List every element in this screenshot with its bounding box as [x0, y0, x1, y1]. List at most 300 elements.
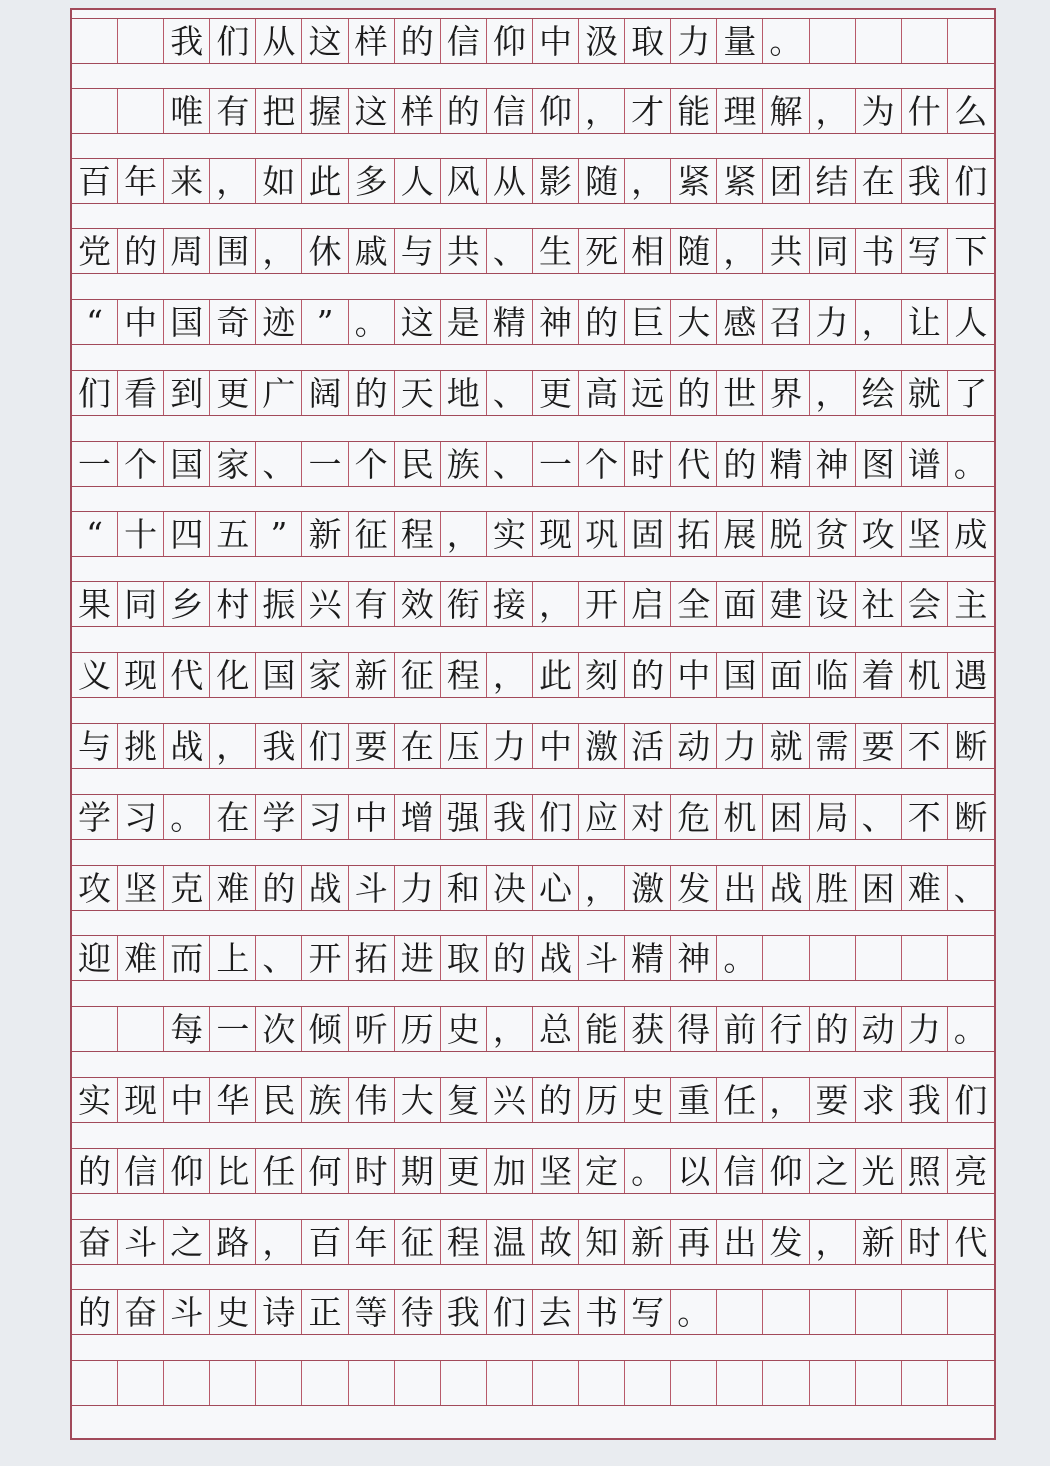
grid-cell: 光 — [856, 1149, 902, 1193]
grid-cell: 这 — [302, 19, 348, 63]
grid-cell: 历 — [395, 1007, 441, 1051]
grid-cell: 待 — [395, 1290, 441, 1334]
grid-cell: 坚 — [118, 866, 164, 910]
grid-cell: 克 — [164, 866, 210, 910]
grid-cell: 周 — [164, 229, 210, 273]
grid-cell: 巩 — [579, 512, 625, 556]
grid-cell: 战 — [302, 866, 348, 910]
grid-cell — [118, 89, 164, 133]
grid-cell: 振 — [256, 582, 302, 626]
grid-cell: 出 — [717, 1220, 763, 1264]
grid-cell: 听 — [349, 1007, 395, 1051]
grid-cell: 紧 — [717, 159, 763, 203]
grid-cell: 人 — [395, 159, 441, 203]
text-row — [72, 1006, 994, 1052]
grid-cell: 么 — [954, 91, 988, 131]
grid-cell: 对 — [625, 795, 671, 839]
grid-cell — [256, 1361, 302, 1405]
text-row — [72, 1148, 994, 1194]
text-row — [72, 228, 994, 274]
grid-cell: 信 — [118, 1149, 164, 1193]
grid-cell: 把 — [256, 89, 302, 133]
grid-cell: ， — [717, 229, 763, 273]
grid-cell: 个 — [118, 442, 164, 486]
grid-cell: 定 — [579, 1149, 625, 1193]
grid-cell: 接 — [487, 582, 533, 626]
grid-cell: 们 — [302, 724, 348, 768]
grid-cell: 出 — [717, 866, 763, 910]
grid-cell: 。 — [349, 300, 395, 344]
grid-cell: 实 — [72, 1078, 118, 1122]
grid-cell: 危 — [671, 795, 717, 839]
grid-cell — [902, 1361, 948, 1405]
grid-cell: 启 — [625, 582, 671, 626]
grid-cell: 动 — [856, 1007, 902, 1051]
grid-cell: 们 — [533, 795, 579, 839]
grid-cell: ， — [625, 159, 671, 203]
grid-cell: 兴 — [487, 1078, 533, 1122]
grid-cell: 更 — [533, 371, 579, 415]
grid-cell: 精 — [625, 936, 671, 980]
grid-cell: 征 — [395, 653, 441, 697]
text-row — [72, 88, 994, 134]
grid-cell — [717, 1361, 763, 1405]
grid-cell: 中 — [533, 19, 579, 63]
grid-cell — [118, 1007, 164, 1051]
grid-cell: 的 — [810, 1007, 856, 1051]
grid-cell: ， — [210, 724, 256, 768]
grid-cell — [763, 1290, 809, 1334]
grid-cell — [763, 1361, 809, 1405]
grid-cell: 的 — [349, 371, 395, 415]
grid-cell: 史 — [441, 1007, 487, 1051]
text-row — [72, 865, 994, 911]
grid-cell: 脱 — [763, 512, 809, 556]
grid-cell: 中 — [671, 653, 717, 697]
text-row — [72, 18, 994, 64]
grid-cell: 成 — [954, 514, 988, 554]
grid-cell: 大 — [395, 1078, 441, 1122]
grid-cell — [72, 19, 118, 63]
grid-cell — [763, 936, 809, 980]
grid-cell: 力 — [717, 724, 763, 768]
grid-cell: 的 — [579, 300, 625, 344]
grid-cell: 召 — [763, 300, 809, 344]
grid-cell: 期 — [395, 1149, 441, 1193]
grid-cell: 激 — [579, 724, 625, 768]
grid-cell: 此 — [533, 653, 579, 697]
grid-cell: 要 — [810, 1078, 856, 1122]
grid-cell: 得 — [671, 1007, 717, 1051]
grid-cell: 精 — [487, 300, 533, 344]
grid-cell: 不 — [902, 724, 948, 768]
grid-cell: 程 — [441, 653, 487, 697]
grid-cell: 挑 — [118, 724, 164, 768]
text-row — [72, 299, 994, 345]
grid-cell: 增 — [395, 795, 441, 839]
grid-cell: 、 — [256, 936, 302, 980]
grid-cell: 同 — [810, 229, 856, 273]
grid-cell: 坚 — [902, 512, 948, 556]
grid-cell: 的 — [395, 19, 441, 63]
grid-cell — [856, 936, 902, 980]
grid-cell: 需 — [810, 724, 856, 768]
grid-cell: 多 — [349, 159, 395, 203]
grid-cell: 时 — [349, 1149, 395, 1193]
grid-cell: 乡 — [164, 582, 210, 626]
grid-cell: 什 — [902, 89, 948, 133]
grid-cell: 谱 — [902, 442, 948, 486]
grid-cell: 我 — [487, 795, 533, 839]
grid-cell: 果 — [72, 582, 118, 626]
grid-cell: 力 — [902, 1007, 948, 1051]
grid-cell: 取 — [441, 936, 487, 980]
grid-cell: 团 — [763, 159, 809, 203]
grid-cell: 高 — [579, 371, 625, 415]
grid-cell: 、 — [487, 442, 533, 486]
text-row — [72, 1360, 994, 1406]
grid-cell: 书 — [579, 1290, 625, 1334]
grid-cell: 力 — [810, 300, 856, 344]
grid-cell: 展 — [717, 512, 763, 556]
grid-cell: 战 — [164, 724, 210, 768]
grid-cell: 次 — [256, 1007, 302, 1051]
text-row — [72, 1289, 994, 1335]
grid-cell: 地 — [441, 371, 487, 415]
grid-cell: 在 — [210, 795, 256, 839]
grid-cell: ” — [256, 512, 302, 556]
grid-cell — [717, 1290, 763, 1334]
grid-cell: 百 — [302, 1220, 348, 1264]
grid-cell — [810, 936, 856, 980]
grid-cell: 活 — [625, 724, 671, 768]
grid-cell: 写 — [902, 229, 948, 273]
grid-cell: 中 — [533, 724, 579, 768]
grid-cell — [625, 1361, 671, 1405]
grid-cell: 。 — [953, 1009, 987, 1049]
grid-cell: 同 — [118, 582, 164, 626]
grid-cell: 习 — [118, 795, 164, 839]
grid-cell: 再 — [671, 1220, 717, 1264]
grid-cell: 贫 — [810, 512, 856, 556]
grid-cell: 重 — [671, 1078, 717, 1122]
grid-cell: 征 — [395, 1220, 441, 1264]
grid-cell: ， — [810, 371, 856, 415]
text-row — [72, 935, 994, 981]
grid-cell: 斗 — [164, 1290, 210, 1334]
grid-cell: 精 — [763, 442, 809, 486]
grid-cell: 一 — [72, 442, 118, 486]
grid-cell: 奇 — [210, 300, 256, 344]
grid-cell: 胜 — [810, 866, 856, 910]
grid-cell: 随 — [671, 229, 717, 273]
grid-cell: 斗 — [349, 866, 395, 910]
grid-cell: 的 — [671, 371, 717, 415]
grid-cell: 仰 — [533, 89, 579, 133]
grid-cell: 一 — [210, 1007, 256, 1051]
grid-cell: 个 — [579, 442, 625, 486]
grid-cell: 此 — [302, 159, 348, 203]
grid-cell: 的 — [441, 89, 487, 133]
grid-cell — [210, 1361, 256, 1405]
grid-cell: 在 — [856, 159, 902, 203]
grid-cell: 动 — [671, 724, 717, 768]
grid-cell: 照 — [902, 1149, 948, 1193]
grid-cell: 汲 — [579, 19, 625, 63]
grid-cell: 现 — [533, 512, 579, 556]
grid-cell: 有 — [349, 582, 395, 626]
grid-cell: 十 — [118, 512, 164, 556]
grid-cell: 心 — [533, 866, 579, 910]
grid-cell: 样 — [395, 89, 441, 133]
grid-cell — [118, 19, 164, 63]
grid-cell: 国 — [256, 653, 302, 697]
grid-cell: 求 — [856, 1078, 902, 1122]
grid-cell: 我 — [164, 19, 210, 63]
grid-cell: 天 — [395, 371, 441, 415]
grid-cell: 村 — [210, 582, 256, 626]
grid-cell: 共 — [763, 229, 809, 273]
grid-cell: 唯 — [164, 89, 210, 133]
grid-cell — [948, 1361, 994, 1405]
grid-cell: 、 — [487, 371, 533, 415]
grid-cell: ” — [302, 300, 348, 344]
grid-cell: ， — [256, 1220, 302, 1264]
grid-cell: 到 — [164, 371, 210, 415]
grid-cell: 的 — [625, 653, 671, 697]
grid-cell: 民 — [395, 442, 441, 486]
grid-cell: 共 — [441, 229, 487, 273]
grid-cell: 发 — [763, 1220, 809, 1264]
grid-cell: 拓 — [671, 512, 717, 556]
grid-cell: 开 — [302, 936, 348, 980]
grid-cell: ， — [487, 653, 533, 697]
grid-cell: 任 — [717, 1078, 763, 1122]
grid-cell: 激 — [625, 866, 671, 910]
grid-cell: 五 — [210, 512, 256, 556]
grid-cell: 一 — [533, 442, 579, 486]
grid-cell: ， — [579, 89, 625, 133]
grid-cell: 死 — [579, 229, 625, 273]
grid-cell: 决 — [487, 866, 533, 910]
grid-cell: 我 — [902, 159, 948, 203]
grid-cell: 要 — [349, 724, 395, 768]
grid-cell: 刻 — [579, 653, 625, 697]
grid-cell — [349, 1361, 395, 1405]
grid-cell: 攻 — [72, 866, 118, 910]
grid-cell: 正 — [302, 1290, 348, 1334]
grid-cell: 面 — [763, 653, 809, 697]
grid-cell: 与 — [395, 229, 441, 273]
grid-cell: 从 — [256, 19, 302, 63]
grid-cell: 化 — [210, 653, 256, 697]
grid-cell: 何 — [302, 1149, 348, 1193]
grid-cell — [72, 1007, 118, 1051]
grid-cell: 我 — [256, 724, 302, 768]
grid-cell: 们 — [210, 19, 256, 63]
text-row — [72, 158, 994, 204]
grid-cell: 感 — [717, 300, 763, 344]
grid-cell — [810, 1361, 856, 1405]
grid-cell: 复 — [441, 1078, 487, 1122]
grid-cell: 神 — [671, 936, 717, 980]
grid-cell: 以 — [671, 1149, 717, 1193]
grid-cell: ， — [810, 1220, 856, 1264]
grid-cell: 斗 — [118, 1220, 164, 1264]
grid-cell — [948, 1290, 994, 1334]
grid-cell: 倾 — [302, 1007, 348, 1051]
text-row — [72, 370, 994, 416]
grid-cell: 知 — [579, 1220, 625, 1264]
grid-cell: 年 — [349, 1220, 395, 1264]
grid-cell: 奋 — [72, 1220, 118, 1264]
grid-cell — [487, 1361, 533, 1405]
grid-cell: 戚 — [349, 229, 395, 273]
grid-cell: 战 — [533, 936, 579, 980]
grid-cell: 困 — [763, 795, 809, 839]
grid-cell: 样 — [349, 19, 395, 63]
grid-cell: 取 — [625, 19, 671, 63]
grid-cell — [72, 1361, 118, 1405]
grid-cell: 神 — [810, 442, 856, 486]
grid-cell: 温 — [487, 1220, 533, 1264]
grid-cell: 之 — [164, 1220, 210, 1264]
grid-cell — [441, 1361, 487, 1405]
grid-cell: 设 — [810, 582, 856, 626]
grid-cell: 这 — [349, 89, 395, 133]
grid-cell: 图 — [856, 442, 902, 486]
grid-cell: 。 — [953, 444, 987, 484]
grid-cell: 路 — [210, 1220, 256, 1264]
grid-cell — [118, 1361, 164, 1405]
grid-cell: 的 — [256, 866, 302, 910]
grid-cell: 、 — [487, 229, 533, 273]
grid-cell: 现 — [118, 1078, 164, 1122]
grid-cell: 、 — [256, 442, 302, 486]
grid-cell: 迎 — [72, 936, 118, 980]
grid-cell: 广 — [256, 371, 302, 415]
grid-cell: 代 — [671, 442, 717, 486]
grid-cell: 新 — [625, 1220, 671, 1264]
grid-cell: 仰 — [763, 1149, 809, 1193]
grid-cell: 世 — [717, 371, 763, 415]
grid-cell: 的 — [717, 442, 763, 486]
grid-cell: 会 — [902, 582, 948, 626]
grid-cell: 我 — [902, 1078, 948, 1122]
grid-cell: 进 — [395, 936, 441, 980]
grid-cell: 斗 — [579, 936, 625, 980]
grid-cell — [902, 19, 948, 63]
grid-cell: 去 — [533, 1290, 579, 1334]
grid-cell: 压 — [441, 724, 487, 768]
grid-cell: 习 — [302, 795, 348, 839]
grid-cell: 总 — [533, 1007, 579, 1051]
grid-cell: 信 — [717, 1149, 763, 1193]
grid-cell: 中 — [164, 1078, 210, 1122]
grid-cell: 百 — [72, 159, 118, 203]
grid-cell: 有 — [210, 89, 256, 133]
grid-cell: 时 — [625, 442, 671, 486]
grid-cell: 面 — [717, 582, 763, 626]
grid-cell: 困 — [856, 866, 902, 910]
grid-cell: 们 — [954, 161, 988, 201]
grid-cell: 在 — [395, 724, 441, 768]
grid-cell: 四 — [164, 512, 210, 556]
grid-cell: 远 — [625, 371, 671, 415]
grid-cell: 能 — [671, 89, 717, 133]
grid-cell: 书 — [856, 229, 902, 273]
grid-cell — [810, 19, 856, 63]
grid-cell: 。 — [763, 19, 809, 63]
grid-cell: 比 — [210, 1149, 256, 1193]
grid-cell — [856, 1361, 902, 1405]
grid-cell: 前 — [717, 1007, 763, 1051]
grid-cell: 更 — [210, 371, 256, 415]
grid-cell: 。 — [671, 1290, 717, 1334]
grid-cell: 机 — [902, 653, 948, 697]
grid-cell: 如 — [256, 159, 302, 203]
grid-cell: 新 — [856, 1220, 902, 1264]
grid-cell: 家 — [302, 653, 348, 697]
grid-cell: 上 — [210, 936, 256, 980]
grid-cell: 紧 — [671, 159, 717, 203]
grid-cell: 伟 — [349, 1078, 395, 1122]
grid-cell: “ — [72, 512, 118, 556]
grid-cell — [902, 936, 948, 980]
grid-cell: 临 — [810, 653, 856, 697]
grid-cell: 中 — [349, 795, 395, 839]
grid-cell: 代 — [164, 653, 210, 697]
grid-cell: 发 — [671, 866, 717, 910]
grid-cell: 。 — [164, 795, 210, 839]
grid-cell: 写 — [625, 1290, 671, 1334]
text-row — [72, 1219, 994, 1265]
grid-cell: 、 — [856, 795, 902, 839]
grid-cell: 难 — [118, 936, 164, 980]
grid-cell: 新 — [349, 653, 395, 697]
grid-cell — [671, 1361, 717, 1405]
grid-cell: 加 — [487, 1149, 533, 1193]
grid-cell — [856, 19, 902, 63]
grid-cell: ， — [487, 1007, 533, 1051]
grid-cell: 征 — [349, 512, 395, 556]
grid-cell: 随 — [579, 159, 625, 203]
text-row — [72, 652, 994, 698]
grid-cell: 绘 — [856, 371, 902, 415]
grid-cell: 任 — [256, 1149, 302, 1193]
grid-cell — [395, 1361, 441, 1405]
grid-cell: “ — [72, 300, 118, 344]
grid-cell: 。 — [625, 1149, 671, 1193]
grid-cell: 一 — [302, 442, 348, 486]
grid-cell: 新 — [302, 512, 348, 556]
grid-cell: 诗 — [256, 1290, 302, 1334]
grid-cell: 看 — [118, 371, 164, 415]
grid-cell: 能 — [579, 1007, 625, 1051]
grid-cell: 为 — [856, 89, 902, 133]
grid-cell: 拓 — [349, 936, 395, 980]
grid-cell: ， — [763, 1078, 809, 1122]
grid-cell — [948, 936, 994, 980]
grid-cell: 全 — [671, 582, 717, 626]
grid-cell: 的 — [72, 1290, 118, 1334]
grid-cell: 理 — [717, 89, 763, 133]
grid-cell: 学 — [256, 795, 302, 839]
grid-cell: ， — [256, 229, 302, 273]
grid-cell: 断 — [954, 726, 988, 766]
grid-cell — [902, 1290, 948, 1334]
grid-cell: 巨 — [625, 300, 671, 344]
